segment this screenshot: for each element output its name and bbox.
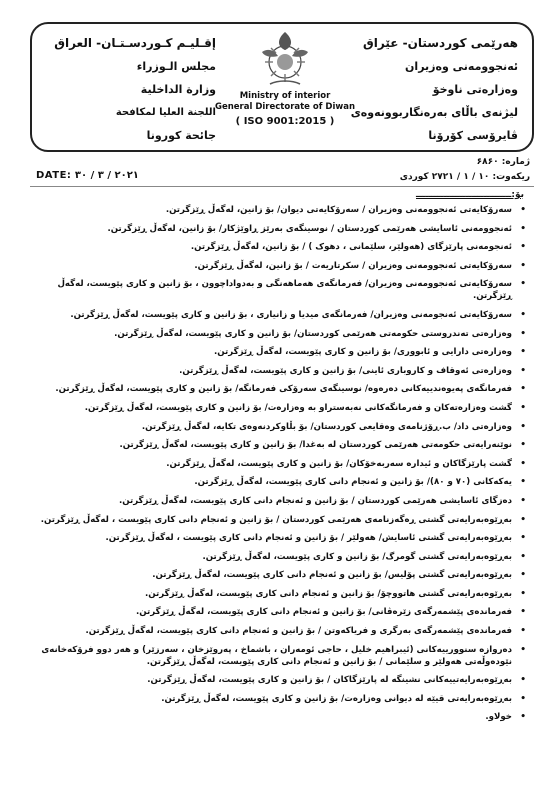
recipient-text: نوێنەرایەتی حکومەتی هەرێمی کوردستان لە بەغدا/ بۆ زانین و کاری پێویست، لەگەڵ ڕێزگرتن.: [119, 440, 512, 451]
document-date-kurdish: ریکەوت: ١٠ / ١ / ٢٧٢١ کوردی: [399, 172, 530, 182]
letterhead-center: [210, 28, 360, 127]
recipient-text: ئەنجومەنی پارێزگای (هەولێر، سلێمانی ، دهوک ) / بۆ زانین، لەگەڵ ڕێزگرتن.: [190, 242, 512, 253]
bullet-icon: •: [520, 533, 526, 544]
kurdistan-emblem-icon: [254, 28, 316, 90]
recipient-text: دەروازە سنوورییەکانی (ئیبراهیم خلیل ، حاجی ئومەران ، باشماخ ، پەروێزخان ، سەرزێر) و هەر دوو فرۆکەخانەی نێودەوڵەتی هەولێر و سلێمانی / بۆ زانین و ئەنجام دانی کاری پێویست، لەگەڵ ڕێزگرتن.: [41, 644, 512, 667]
recipient-item: [36, 402, 526, 414]
recipient-item: [36, 309, 526, 321]
kurdish-line-4: لیژنەی باڵای بەرەنگاربوونەوەی: [350, 106, 518, 119]
recipient-text: فەرماندەی پێشمەرگەی زێرەڤانی/ بۆ زانین و ئەنجام دانی کاری پێویست، لەگەڵ ڕێزگرتن.: [136, 607, 512, 618]
bullet-icon: •: [520, 328, 526, 339]
recipient-item: [36, 476, 526, 488]
recipient-item: [36, 365, 526, 377]
recipient-item: [36, 514, 526, 526]
recipient-item: [36, 241, 526, 253]
recipient-item: [36, 328, 526, 340]
recipient-text: وەزارەتی دارایی و ئابووری/ بۆ زانین و کاری پێویست، لەگەڵ ڕێزگرتن.: [214, 347, 512, 358]
bullet-icon: •: [520, 644, 526, 655]
recipient-list: [36, 204, 526, 730]
recipient-text: سەرۆکایەتی ئەنجوومەنی وەزیران / سکرتاریەت / بۆ زانین، لەگەڵ ڕێزگرتن.: [194, 260, 512, 271]
recipient-item: [36, 606, 526, 618]
bullet-icon: •: [520, 675, 526, 686]
recipient-item: [36, 625, 526, 637]
ministry-name-en: Ministry of interior General Directorate of Diwan: [214, 91, 356, 112]
bullet-icon: •: [520, 626, 526, 637]
recipient-item: [36, 439, 526, 451]
recipient-text: ئەنجوومەنی ئاسایشی هەرێمی کوردستان / نوسینگەی بەرێز ڕاوێژکار/ بۆ زانین، لەگەڵ ڕێزگرتن.: [107, 223, 512, 234]
arabic-line-1: إقـليـم كـوردسـتـان- العراق: [54, 36, 216, 50]
recipient-text: فەرماندەی پێشمەرگەی بەرگری و فریاکەوتن / بۆ زانین و ئەنجام دانی کاری پێویست، لەگەڵ ڕێزگرتن.: [85, 626, 512, 637]
recipient-item: [36, 495, 526, 507]
bullet-icon: •: [520, 347, 526, 358]
recipient-text: دەزگای ئاسایشی هەرێمی کوردستان / بۆ زانین و ئەنجام دانی کاری پێویست، لەگەڵ ڕێزگرتن.: [118, 495, 512, 506]
recipient-text: گشت پارێزگاکان و ئیدارە سەربەخۆکان/ بۆ زانین و کاری پێویست، لەگەڵ ڕێزگرتن.: [166, 458, 512, 469]
recipient-text: سەرۆکایەتی ئەنجومەنی وەزیران/ فەرمانگەی میدیا و زانیاری ، بۆ زانین و کاری پێویست، لەگەڵ ڕێزگرتن.: [70, 309, 512, 320]
recipient-item: [36, 421, 526, 433]
recipient-text: خولاو.: [485, 712, 512, 723]
recipient-text: بەڕێوەبەرایەتی گشتی پۆلیس/ بۆ زانین و ئەنجام دانی کاری پێویست، لەگەڵ ڕێزگرتن.: [152, 570, 512, 581]
recipient-item: [36, 223, 526, 235]
bullet-icon: •: [520, 421, 526, 432]
recipient-item: [36, 204, 526, 216]
bullet-icon: •: [520, 458, 526, 469]
recipient-item: [36, 551, 526, 563]
bullet-icon: •: [520, 551, 526, 562]
letterhead-kurdish: [348, 32, 518, 147]
recipient-text: سەرۆکایەتی ئەنجوومەنی وەزیران/ فەرمانگەی هەماهەنگی و بەدواداچوون ، بۆ زانین و کاری پێویست، لەگەڵ ڕێزگرتن.: [57, 279, 512, 302]
bullet-icon: •: [520, 712, 526, 723]
recipient-text: وەزارەتی داد/ ب.ڕۆژنامەی وەقایعی کوردستان/ بۆ بڵاوکردنەوەی تکایە، لەگەڵ ڕێزگرتن.: [141, 421, 512, 432]
bullet-icon: •: [520, 223, 526, 234]
bullet-icon: •: [520, 477, 526, 488]
bullet-icon: •: [520, 570, 526, 581]
recipient-text: یەکەکانی (٧٠ و ٨٠)/ بۆ زانین و ئەنجام دانی کاری پێویست، لەگەڵ ڕێزگرتن.: [194, 477, 512, 488]
recipient-item: [36, 711, 526, 723]
bullet-icon: •: [520, 607, 526, 618]
recipient-item: [36, 532, 526, 544]
bullet-icon: •: [520, 495, 526, 506]
kurdish-line-5: ڤایرۆسی کۆرۆنا: [428, 129, 518, 142]
recipient-item: [36, 644, 526, 668]
arabic-line-2: مجلس الـوزراء: [136, 60, 216, 73]
kurdish-line-1: هەرێمی کوردستان- عێراق: [363, 36, 518, 50]
bullet-icon: •: [520, 440, 526, 451]
kurdish-line-3: وەزارەتی ناوخۆ: [432, 83, 518, 96]
bullet-icon: •: [520, 588, 526, 599]
bullet-icon: •: [520, 384, 526, 395]
kurdish-line-2: ئەنجوومەنی وەزیران: [405, 60, 518, 73]
recipient-item: [36, 569, 526, 581]
letterhead: [30, 22, 534, 152]
recipient-item: [36, 278, 526, 302]
recipient-text: وەزارەتی تەندروستی حکومەتی هەرێمی کوردستان/ بۆ زانین و کاری پێویست، لەگەڵ ڕێزگرتن.: [114, 328, 512, 339]
bullet-icon: •: [520, 242, 526, 253]
recipient-item: [36, 346, 526, 358]
iso-certification: ( ISO 9001:2015 ): [235, 116, 335, 127]
recipient-text: بەڕێوەبەرایەتی گشتی ئاسایش/ هەولێر / بۆ زانین و ئەنجام دانی کاری پێویست ، لەگەڵ ڕێزگرتن.: [105, 533, 512, 544]
recipient-text: بەڕێوەبەرایەتی گشتی ڕەگەزنامەی هەرێمی کوردستان / بۆ زانین و ئەنجام دانی کاری پێویست ، لەگەڵ ڕێزگرتن.: [40, 514, 512, 525]
recipient-item: [36, 588, 526, 600]
bullet-icon: •: [520, 205, 526, 215]
recipient-text: فەرمانگەی پەیوەندییەکانی دەرەوە/ نوسینگەی سەرۆکی فەرمانگە/ بۆ زانین و کاری پێویست، لەگەڵ ڕێزگرتن.: [55, 384, 512, 395]
recipient-item: [36, 458, 526, 470]
date-value: ٢٠٢١ / ٣ / ٣٠: [74, 170, 139, 181]
arabic-line-5: جائحة كورونا: [146, 129, 216, 142]
arabic-line-3: وزارة الداخلية: [140, 83, 216, 96]
bullet-icon: •: [520, 514, 526, 525]
letterhead-arabic: [46, 32, 216, 147]
recipient-item: [36, 260, 526, 272]
bullet-icon: •: [520, 279, 526, 290]
recipient-item: [36, 693, 526, 705]
recipient-item: [36, 383, 526, 395]
recipient-text: گشت وەزارەتەکان و فەرمانگەکانی نەبەستراو بە وەزارەت/ بۆ زانین و کاری پێویست، لەگەڵ ڕێزگرتن.: [84, 402, 512, 413]
recipient-text: بەڕێوەبەرایەتی قیێە لە دیوانی وەزارەت/ بۆ زانین و کاری پێویست، لەگەڵ ڕێزگرتن.: [161, 693, 512, 704]
recipient-text: بەڕێوەبەرایەتی گشتی هاتووچۆ/ بۆ زانین و ئەنجام دانی کاری پێویست، لەگەڵ ڕێزگرتن.: [145, 588, 512, 599]
recipient-text: سەرۆکایەتی ئەنجوومەنی وەزیران / سەرۆکایەتی دیوان/ بۆ زانین، لەگەڵ ڕێزگرتن.: [165, 205, 512, 215]
bullet-icon: •: [520, 309, 526, 320]
document-number: ژمارە: ۶۸۶۰: [476, 157, 530, 167]
recipient-text: وەزارەتی ئەوقاف و کاروباری ئاینی/ بۆ زانین و کاری پێویست، لەگەڵ ڕێزگرتن.: [179, 365, 512, 376]
header-divider: [30, 186, 534, 187]
recipient-text: بەڕێوەبەرایەتییەکانی نشینگە لە پارێزگاکان / بۆ زانین و کاری پێویست، لەگەڵ ڕێزگرتن.: [147, 675, 512, 686]
arabic-line-4: اللجنة العليا لمكافحة: [115, 107, 216, 118]
salutation: بۆ:ـــــــــــــــــــــــــــــــ: [416, 190, 524, 200]
document-date: [36, 170, 139, 181]
recipient-item: [36, 674, 526, 686]
bullet-icon: •: [520, 365, 526, 376]
bullet-icon: •: [520, 402, 526, 413]
recipient-text: بەڕێوەبەرایەتی گشتی گومرگ/ بۆ زانین و کاری پێویست، لەگەڵ ڕێزگرتن.: [202, 551, 512, 562]
document-reference: [400, 155, 530, 185]
date-label: DATE:: [36, 170, 72, 181]
bullet-icon: •: [520, 693, 526, 704]
bullet-icon: •: [520, 260, 526, 271]
